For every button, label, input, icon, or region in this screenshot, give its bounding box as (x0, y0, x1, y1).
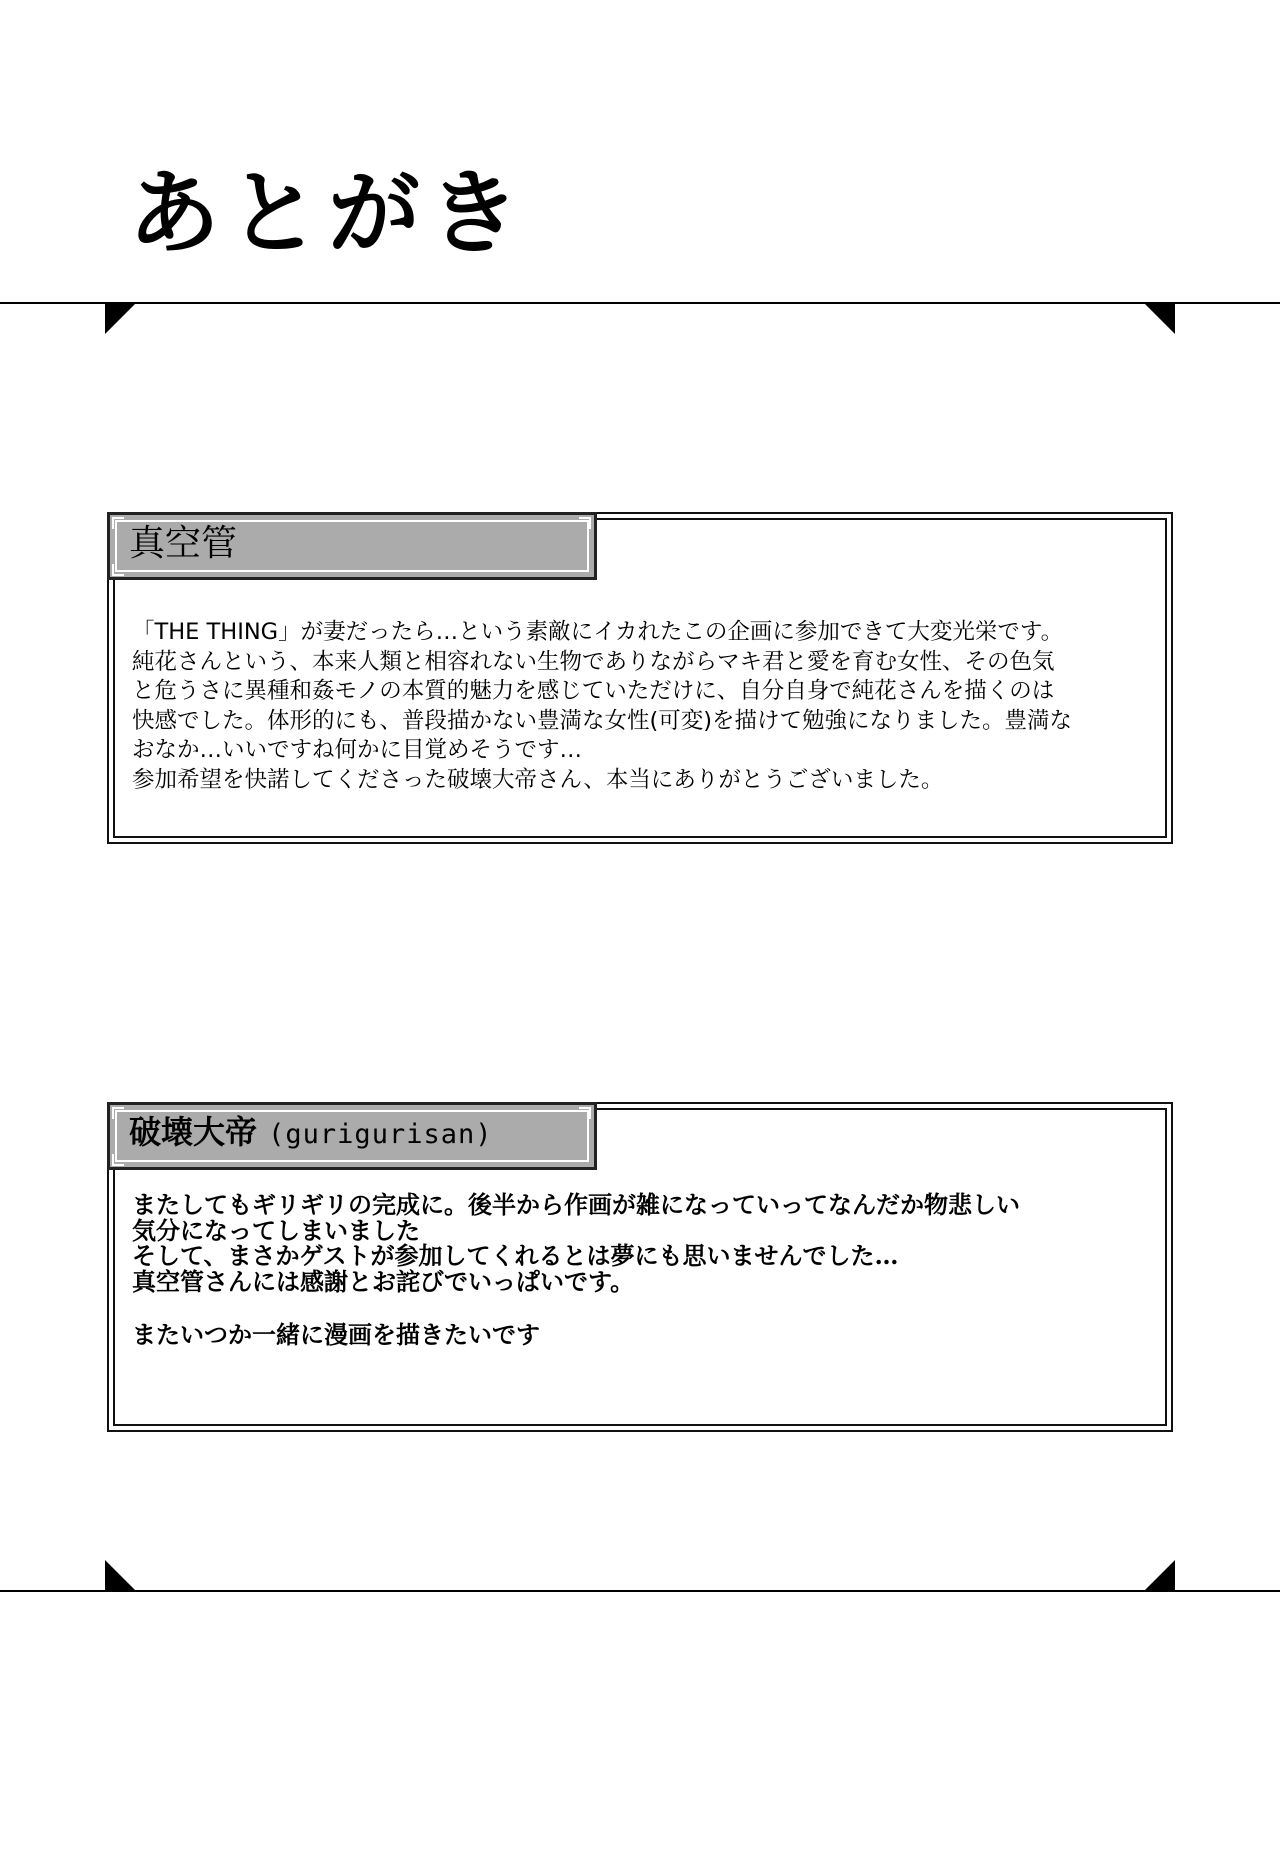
tab-corner-ornament (112, 1107, 124, 1119)
author-romaji: (gurigurisan) (268, 1119, 493, 1150)
author-name: 真空管 (129, 523, 238, 564)
top-right-corner-mark (1145, 304, 1175, 334)
text-line: 快感でした。体形的にも、普段描かない豊満な女性(可変)を描けて勉強になりました。豊満な (132, 707, 1073, 734)
text-line: 「THE THING」が妻だったら…という素敵にイカれたこの企画に参加できて大変光栄です。 (132, 619, 1064, 645)
text-line: 純花さんという、本来人類と相容れない生物でありながらマキ君と愛を育む女性、その色気 (132, 648, 1055, 675)
tab-corner-ornament (112, 517, 124, 529)
text-line: またいつか一緒に漫画を描きたいです (132, 1320, 540, 1349)
text-line: そして、まさかゲストが参加してくれるとは夢にも思いませんでした… (132, 1241, 899, 1270)
bottom-right-corner-mark (1145, 1560, 1175, 1590)
text-line: と危うさに異種和姦モノの本質的魅力を感じていただけに、自分自身で純花さんを描くのは (132, 678, 1055, 704)
bottom-rule (0, 1590, 1280, 1592)
text-line: 気分になってしまいました (132, 1215, 420, 1245)
bottom-left-corner-mark (105, 1560, 135, 1590)
afterword-box-shinkuukan (107, 512, 1173, 844)
top-left-corner-mark (105, 304, 135, 334)
text-line: 真空管さんには感謝とお詫びでいっぱいです。 (132, 1266, 635, 1296)
author-name: 破壊大帝 (gurigurisan) (129, 1113, 493, 1151)
page-title: あとがき (128, 160, 529, 267)
tab-corner-ornament (579, 517, 591, 529)
afterword-box-hakaitaitei (107, 1102, 1173, 1432)
afterword-text (132, 1192, 1020, 1348)
tab-corner-ornament (112, 1154, 124, 1166)
tab-corner-ornament (579, 1107, 591, 1119)
afterword-text (132, 618, 1072, 795)
text-line: 参加希望を快諾してくださった破壊大帝さん、本当にありがとうございました。 (132, 766, 944, 793)
blank-line (132, 1294, 1020, 1322)
top-rule (0, 302, 1280, 304)
text-line: おなか…いいですね何かに目覚めそうです… (132, 737, 583, 763)
tab-corner-ornament (112, 564, 124, 576)
text-line: またしてもギリギリの完成に。後半から作画が雑になっていってなんだか物悲しい (132, 1190, 1020, 1219)
